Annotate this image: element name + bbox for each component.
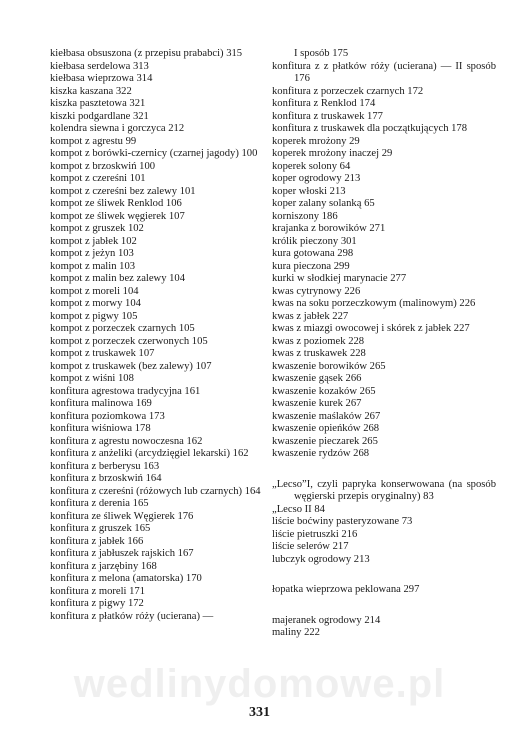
index-entry: kwaszenie rydzów 268: [272, 448, 370, 459]
index-entry: lubczyk ogrodowy 213: [272, 553, 370, 565]
index-entry: koperek mrożony inaczej 29: [272, 148, 393, 159]
index-entry: kompot z wiśni 108: [50, 373, 134, 384]
index-entry: kwas z jabłek 227: [272, 310, 349, 322]
index-entry: kompot ze śliwek węgierek 107: [50, 210, 185, 222]
index-entry: konfitura z brzoskwiń 164: [50, 473, 162, 484]
index-entry: konfitura z jabłuszek rajskich 167: [50, 548, 194, 559]
index-entry: konfitura agrestowa tradycyjna 161: [50, 385, 201, 397]
index-entry: kiszka kaszana 322: [50, 85, 132, 97]
index-entry: kwaszenie borowików 265: [272, 360, 386, 372]
index-entry: kompot z malin bez zalewy 104: [50, 273, 186, 284]
index-entry: koperek mrożony 29: [272, 135, 360, 147]
index-entry: kompot z moreli 104: [50, 285, 139, 297]
index-entry: konfitura z płatków róży (ucierana) —: [50, 610, 214, 622]
index-entry: krajanka z borowików 271: [272, 223, 386, 234]
index-entry: konfitura z gruszek 165: [50, 523, 151, 534]
index-column-right: [272, 48, 496, 640]
index-entry: maliny 222: [272, 627, 320, 638]
index-entry: królik pieczony 301: [272, 235, 357, 247]
index-entry: kwaszenie pieczarek 265: [272, 435, 378, 447]
group-gap: [272, 461, 496, 479]
index-entry: I sposób 175: [294, 48, 349, 59]
index-entry: konfitura ze śliwek Węgierek 176: [50, 510, 194, 522]
index-entry: „Lecso II 84: [272, 503, 325, 515]
index-entry: kwas na soku porzeczkowym (malinowym) 226: [272, 298, 476, 309]
index-entry: kompot z czereśni 101: [50, 173, 146, 184]
group-gap: [272, 597, 496, 615]
index-entry: kolendra siewna i gorczyca 212: [50, 123, 185, 134]
index-entry: kurki w słodkiej marynacie 277: [272, 273, 407, 284]
index-entry: konfitura z berberysu 163: [50, 460, 160, 472]
index-entry: konfitura poziomkowa 173: [50, 410, 165, 422]
index-entry: kwaszenie gąsek 266: [272, 373, 362, 384]
index-entry: konfitura z Renklod 174: [272, 98, 376, 109]
index-entry: konfitura z agrestu nowoczesna 162: [50, 435, 203, 447]
index-group-l: [272, 479, 496, 567]
index-entry: łopatka wieprzowa peklowana 297: [272, 584, 420, 595]
index-entry: konfitura z jabłek 166: [50, 535, 144, 547]
index-entry: konfitura z truskawek 177: [272, 110, 383, 122]
group-gap: [272, 566, 496, 584]
index-entry: konfitura z anżeliki (arcydzięgiel lekarski) 162: [50, 448, 249, 459]
index-entry: kompot ze śliwek Renklod 106: [50, 198, 182, 209]
index-entry: kwaszenie maślaków 267: [272, 410, 381, 422]
index-entry: kompot z gruszek 102: [50, 223, 144, 234]
index-entry: kompot z czereśni bez zalewy 101: [50, 185, 196, 197]
index-entry: konfitura z jarzębiny 168: [50, 560, 157, 572]
watermark-text: wedlinydomowe.pl: [73, 662, 446, 706]
index-entry: kompot z malin 103: [50, 260, 136, 272]
index-entry: kwaszenie opieńków 268: [272, 423, 380, 434]
index-entry: kwas z miazgi owocowej i skórek z jabłek 227: [272, 323, 470, 334]
index-entry: konfitura malinowa 169: [50, 398, 152, 409]
index-entry: liście pietruszki 216: [272, 528, 358, 540]
index-group-l-stroke: [272, 584, 496, 597]
index-entry: kompot z porzeczek czerwonych 105: [50, 335, 208, 347]
index-entry: kwaszenie kurek 267: [272, 398, 362, 409]
index-entry: kompot z pigwy 105: [50, 310, 138, 322]
index-entry: kiszka pasztetowa 321: [50, 98, 146, 109]
page-number: 331: [249, 705, 270, 720]
index-group-k: [272, 48, 496, 461]
index-entry: konfitura z czereśni (różowych lub czarnych) 164: [50, 485, 261, 497]
index-entry: kompot z jeżyn 103: [50, 248, 134, 259]
index-entry: kwas z truskawek 228: [272, 348, 366, 359]
index-entry: koperek solony 64: [272, 160, 351, 172]
index-entry: kompot z truskawek 107: [50, 348, 155, 359]
index-entry: konfitura z pigwy 172: [50, 598, 144, 609]
index-entry: kompot z brzoskwiń 100: [50, 160, 156, 172]
index-entry: majeranek ogrodowy 214: [272, 614, 381, 626]
index-group-m: [272, 615, 496, 640]
index-entry: kompot z borówki-czernicy (czarnej jagody) 100: [50, 148, 258, 159]
index-entry: koper włoski 213: [272, 185, 346, 197]
index-entry: kwaszenie kozaków 265: [272, 385, 376, 397]
index-entry: kwas z poziomek 228: [272, 335, 365, 347]
index-entry: konfitura z z płatków róży (ucierana) — II sposób 176: [272, 60, 496, 84]
index-entry: kiełbasa obsuszona (z przepisu prababci) 315: [50, 48, 243, 59]
index-entry: „Lecso”I, czyli papryka konserwowana (na sposób węgierski przepis oryginalny) 83: [272, 478, 496, 502]
index-entry: kura gotowana 298: [272, 248, 354, 259]
index-entry: korniszony 186: [272, 210, 338, 222]
index-entry: kiełbasa serdelowa 313: [50, 60, 149, 72]
index-entry: kompot z jabłek 102: [50, 235, 137, 247]
index-entry: koper zalany solanką 65: [272, 198, 375, 209]
index-entry: konfitura z porzeczek czarnych 172: [272, 85, 424, 97]
index-entry: konfitura z truskawek dla początkujących 178: [272, 123, 468, 134]
index-entry: koper ogrodowy 213: [272, 173, 361, 184]
index-entry: konfitura z moreli 171: [50, 585, 146, 597]
index-entry: kwas cytrynowy 226: [272, 285, 361, 297]
index-entry: kompot z morwy 104: [50, 298, 141, 309]
index-entry: kiełbasa wieprzowa 314: [50, 73, 153, 84]
index-entry: liście selerów 217: [272, 541, 349, 552]
index-entry: konfitura wiśniowa 178: [50, 423, 151, 434]
index-entry: konfitura z derenia 165: [50, 498, 149, 509]
index-entry: kompot z porzeczek czarnych 105: [50, 323, 195, 334]
index-entry: konfitura z melona (amatorska) 170: [50, 573, 202, 584]
index-entry: kiszki podgardlane 321: [50, 110, 149, 122]
index-column-left: [50, 48, 268, 623]
index-entry: kompot z agrestu 99: [50, 135, 137, 147]
index-entry: kura pieczona 299: [272, 260, 350, 272]
index-entry: kompot z truskawek (bez zalewy) 107: [50, 360, 212, 372]
index-entry: liście boćwiny pasteryzowane 73: [272, 516, 413, 527]
